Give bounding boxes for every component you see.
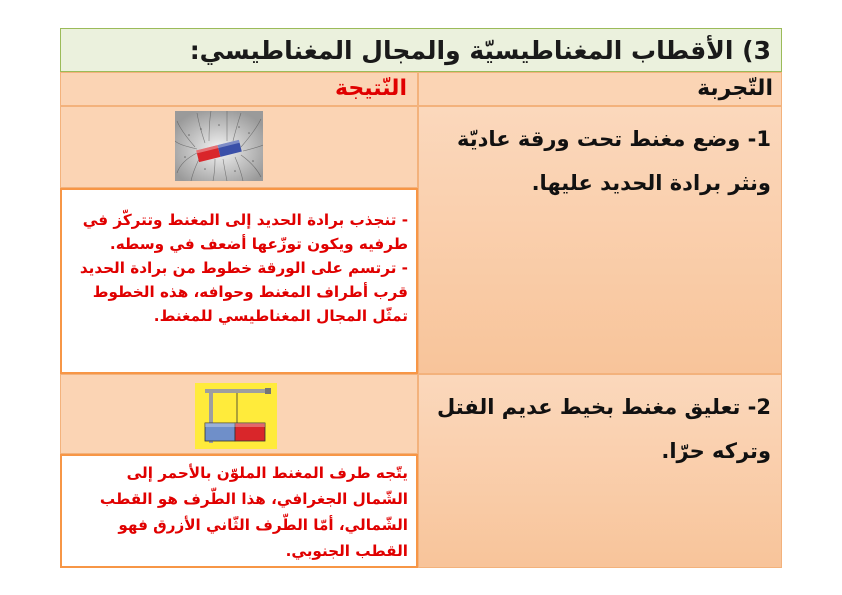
result-1-line-5: تمثّل المجال المغناطيسي للمغنط. <box>153 307 408 325</box>
header-result-cell <box>60 72 418 106</box>
experiment-2-text <box>436 385 771 473</box>
result-1-text <box>70 208 408 328</box>
image-1-cell <box>60 106 418 188</box>
experiment-2-line-2: وتركه حرّا. <box>661 439 771 463</box>
suspended-magnet-icon <box>195 383 277 449</box>
experiment-2-cell <box>418 374 782 568</box>
experiment-1-line-1: 1- وضع مغنط تحت ورقة عاديّة <box>456 127 771 151</box>
experiment-1-text <box>441 117 771 205</box>
result-2-line-2: الشّمال الجغرافي، هذا الطّرف هو القطب <box>99 490 408 508</box>
result-2-line-3: الشّمالي، أمّا الطّرف الثّاني الأزرق فهو <box>118 516 408 534</box>
result-2-cell <box>60 454 418 568</box>
experiment-1-line-2: ونثر برادة الحديد عليها. <box>531 171 771 195</box>
result-2-text <box>70 460 408 564</box>
result-1-line-3: - ترتسم على الورقة خطوط من برادة الحديد <box>79 259 408 277</box>
result-1-line-4: قرب أطراف المغنط وحوافه، هذه الخطوط <box>92 283 408 301</box>
lesson-table <box>60 28 782 568</box>
experiment-1-cell <box>418 106 782 374</box>
magnet-iron-filings-icon <box>175 111 263 181</box>
result-1-line-2: طرفيه ويكون توزّعها أضعف في وسطه. <box>109 235 408 253</box>
image-2-cell <box>60 374 418 454</box>
header-result: النّتيجة <box>335 76 407 101</box>
result-1-line-1: - تنجذب برادة الحديد إلى المغنط وتتركّز في <box>82 211 408 229</box>
result-2-line-1: يتّجه طرف المغنط الملوّن بالأحمر إلى <box>126 464 408 482</box>
result-2-line-4: القطب الجنوبي. <box>285 542 408 560</box>
title-row <box>60 28 782 72</box>
section-title: 3) الأقطاب المغناطيسيّة والمجال المغناطيسي: <box>189 36 771 65</box>
header-experiment-cell <box>418 72 782 106</box>
result-1-cell <box>60 188 418 374</box>
experiment-2-line-1: 2- تعليق مغنط بخيط عديم الفتل <box>436 395 771 419</box>
header-experiment: التّجربة <box>697 76 773 101</box>
